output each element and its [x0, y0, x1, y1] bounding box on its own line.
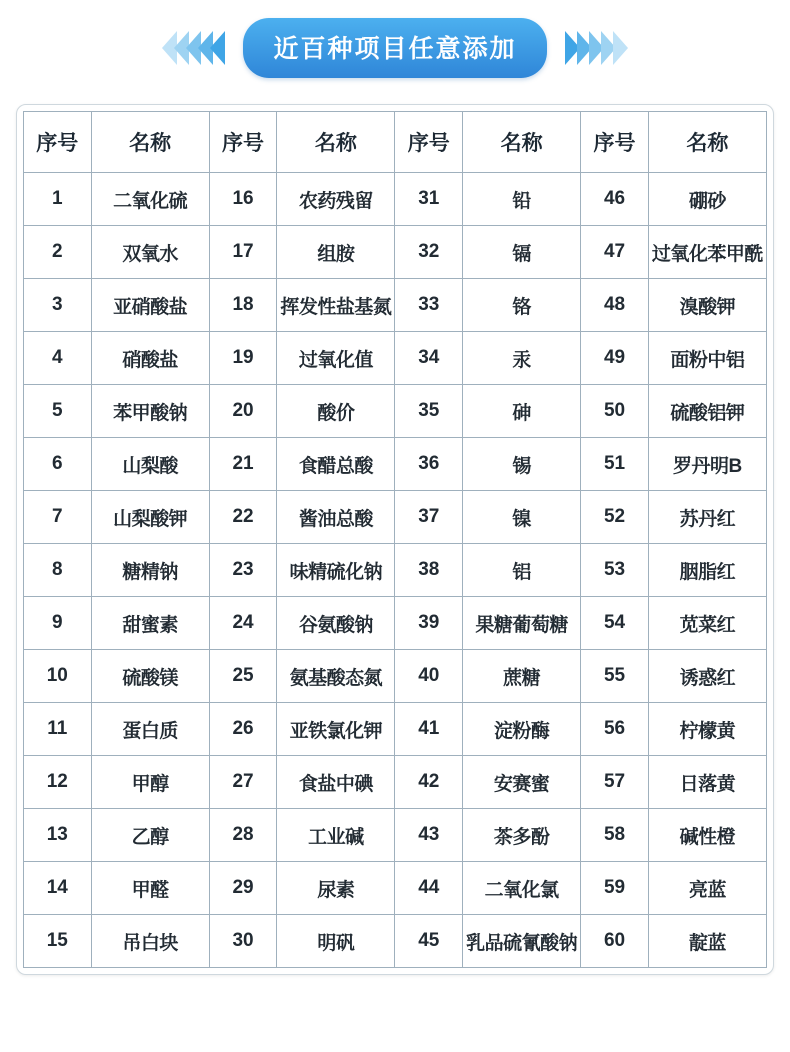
table-row	[24, 544, 767, 597]
cell-index: 25	[209, 650, 277, 703]
table-row	[24, 332, 767, 385]
cell-index: 23	[209, 544, 277, 597]
cell-name: 乳品硫氰酸钠	[463, 915, 581, 968]
cell-name: 甲醛	[91, 862, 209, 915]
header-banner	[0, 0, 790, 96]
cell-index: 55	[581, 650, 649, 703]
table-row	[24, 173, 767, 226]
cell-name: 镍	[463, 491, 581, 544]
table-row	[24, 385, 767, 438]
cell-name: 日落黄	[648, 756, 766, 809]
cell-name: 酱油总酸	[277, 491, 395, 544]
table-row	[24, 915, 767, 968]
cell-index: 35	[395, 385, 463, 438]
cell-index: 45	[395, 915, 463, 968]
cell-index: 24	[209, 597, 277, 650]
cell-index: 10	[24, 650, 92, 703]
cell-index: 7	[24, 491, 92, 544]
cell-index: 21	[209, 438, 277, 491]
cell-name: 工业碱	[277, 809, 395, 862]
cell-index: 38	[395, 544, 463, 597]
cell-name: 亮蓝	[648, 862, 766, 915]
cell-name: 亚硝酸盐	[91, 279, 209, 332]
cell-index: 13	[24, 809, 92, 862]
cell-index: 4	[24, 332, 92, 385]
cell-index: 52	[581, 491, 649, 544]
chevron-right-icon	[613, 31, 628, 65]
cell-name: 面粉中铝	[648, 332, 766, 385]
cell-name: 蔗糖	[463, 650, 581, 703]
cell-name: 亚铁氯化钾	[277, 703, 395, 756]
cell-name: 酸价	[277, 385, 395, 438]
cell-name: 尿素	[277, 862, 395, 915]
cell-index: 32	[395, 226, 463, 279]
cell-index: 9	[24, 597, 92, 650]
cell-name: 锡	[463, 438, 581, 491]
cell-index: 46	[581, 173, 649, 226]
cell-name: 汞	[463, 332, 581, 385]
page-title: 近百种项目任意添加	[243, 18, 546, 78]
right-chevron-group	[565, 31, 625, 65]
left-chevron-group	[165, 31, 225, 65]
cell-name: 苋菜红	[648, 597, 766, 650]
cell-name: 挥发性盐基氮	[277, 279, 395, 332]
cell-index: 18	[209, 279, 277, 332]
cell-index: 26	[209, 703, 277, 756]
table-row	[24, 703, 767, 756]
cell-index: 58	[581, 809, 649, 862]
cell-index: 15	[24, 915, 92, 968]
cell-name: 安赛蜜	[463, 756, 581, 809]
cell-name: 乙醇	[91, 809, 209, 862]
table-row	[24, 491, 767, 544]
cell-index: 49	[581, 332, 649, 385]
cell-index: 37	[395, 491, 463, 544]
cell-index: 2	[24, 226, 92, 279]
cell-name: 胭脂红	[648, 544, 766, 597]
cell-index: 48	[581, 279, 649, 332]
cell-name: 甲醇	[91, 756, 209, 809]
cell-name: 茶多酚	[463, 809, 581, 862]
table-row	[24, 597, 767, 650]
cell-name: 蛋白质	[91, 703, 209, 756]
table-row	[24, 226, 767, 279]
cell-name: 铝	[463, 544, 581, 597]
column-header-index: 序号	[395, 112, 463, 173]
cell-name: 铬	[463, 279, 581, 332]
cell-name: 过氧化值	[277, 332, 395, 385]
cell-name: 硫酸铝钾	[648, 385, 766, 438]
cell-index: 36	[395, 438, 463, 491]
items-table	[23, 111, 767, 968]
cell-index: 31	[395, 173, 463, 226]
cell-name: 谷氨酸钠	[277, 597, 395, 650]
column-header-index: 序号	[24, 112, 92, 173]
cell-index: 54	[581, 597, 649, 650]
cell-index: 53	[581, 544, 649, 597]
table-row	[24, 809, 767, 862]
cell-name: 双氧水	[91, 226, 209, 279]
cell-name: 食盐中碘	[277, 756, 395, 809]
cell-name: 苏丹红	[648, 491, 766, 544]
cell-name: 组胺	[277, 226, 395, 279]
column-header-name: 名称	[648, 112, 766, 173]
cell-name: 靛蓝	[648, 915, 766, 968]
cell-index: 60	[581, 915, 649, 968]
cell-index: 28	[209, 809, 277, 862]
cell-index: 47	[581, 226, 649, 279]
cell-index: 57	[581, 756, 649, 809]
table-row	[24, 756, 767, 809]
cell-name: 诱惑红	[648, 650, 766, 703]
column-header-name: 名称	[463, 112, 581, 173]
cell-index: 41	[395, 703, 463, 756]
cell-name: 果糖葡萄糖	[463, 597, 581, 650]
chevron-left-icon	[210, 31, 225, 65]
table-row	[24, 279, 767, 332]
cell-name: 氨基酸态氮	[277, 650, 395, 703]
column-header-name: 名称	[91, 112, 209, 173]
cell-name: 硝酸盐	[91, 332, 209, 385]
cell-index: 11	[24, 703, 92, 756]
cell-name: 山梨酸钾	[91, 491, 209, 544]
cell-name: 溴酸钾	[648, 279, 766, 332]
cell-index: 56	[581, 703, 649, 756]
cell-index: 1	[24, 173, 92, 226]
cell-index: 34	[395, 332, 463, 385]
cell-index: 43	[395, 809, 463, 862]
cell-index: 44	[395, 862, 463, 915]
cell-name: 柠檬黄	[648, 703, 766, 756]
cell-name: 铅	[463, 173, 581, 226]
cell-name: 硫酸镁	[91, 650, 209, 703]
cell-index: 17	[209, 226, 277, 279]
table-body	[24, 173, 767, 968]
cell-name: 甜蜜素	[91, 597, 209, 650]
cell-name: 味精硫化钠	[277, 544, 395, 597]
cell-index: 20	[209, 385, 277, 438]
cell-index: 22	[209, 491, 277, 544]
table-header-row	[24, 112, 767, 173]
cell-index: 8	[24, 544, 92, 597]
cell-name: 吊白块	[91, 915, 209, 968]
cell-name: 砷	[463, 385, 581, 438]
cell-name: 碱性橙	[648, 809, 766, 862]
cell-name: 淀粉酶	[463, 703, 581, 756]
cell-name: 过氧化苯甲酰	[648, 226, 766, 279]
cell-index: 27	[209, 756, 277, 809]
cell-name: 明矾	[277, 915, 395, 968]
cell-name: 农药残留	[277, 173, 395, 226]
items-table-card	[16, 104, 774, 975]
cell-index: 5	[24, 385, 92, 438]
cell-name: 苯甲酸钠	[91, 385, 209, 438]
cell-index: 19	[209, 332, 277, 385]
cell-index: 12	[24, 756, 92, 809]
cell-index: 30	[209, 915, 277, 968]
cell-index: 29	[209, 862, 277, 915]
table-row	[24, 650, 767, 703]
cell-name: 山梨酸	[91, 438, 209, 491]
cell-name: 糖精钠	[91, 544, 209, 597]
column-header-index: 序号	[581, 112, 649, 173]
cell-name: 罗丹明B	[648, 438, 766, 491]
table-row	[24, 438, 767, 491]
cell-index: 6	[24, 438, 92, 491]
cell-index: 16	[209, 173, 277, 226]
cell-index: 33	[395, 279, 463, 332]
cell-index: 51	[581, 438, 649, 491]
cell-index: 40	[395, 650, 463, 703]
cell-name: 食醋总酸	[277, 438, 395, 491]
cell-index: 39	[395, 597, 463, 650]
cell-name: 硼砂	[648, 173, 766, 226]
cell-index: 42	[395, 756, 463, 809]
cell-name: 二氧化硫	[91, 173, 209, 226]
cell-name: 镉	[463, 226, 581, 279]
column-header-index: 序号	[209, 112, 277, 173]
cell-index: 3	[24, 279, 92, 332]
cell-index: 14	[24, 862, 92, 915]
cell-index: 59	[581, 862, 649, 915]
cell-index: 50	[581, 385, 649, 438]
column-header-name: 名称	[277, 112, 395, 173]
cell-name: 二氧化氯	[463, 862, 581, 915]
table-row	[24, 862, 767, 915]
